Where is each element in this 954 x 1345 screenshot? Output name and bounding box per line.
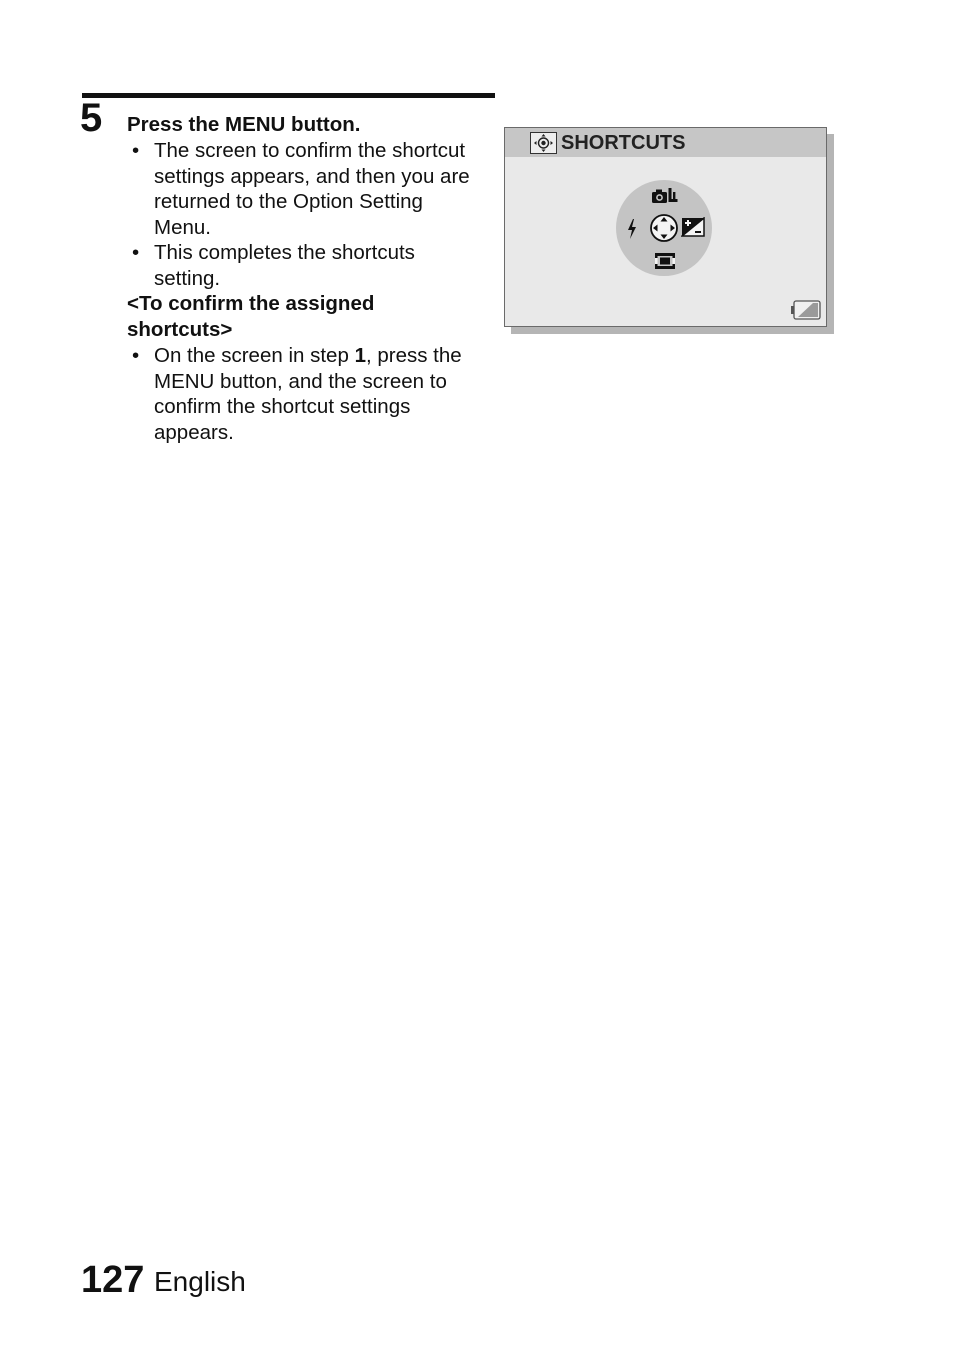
step-reference: 1 [354,344,366,367]
step-number: 5 [80,96,103,140]
bullet-text-before: On the screen in step [154,344,355,367]
screen-title: SHORTCUTS [561,132,686,154]
bullet-text-after: , press the MENU button, and the screen to confirm the shortcut settings appears. [154,344,462,445]
bullet-item [132,240,474,291]
subheading: <To confirm the assigned shortcuts> [127,292,375,341]
battery-icon [791,300,821,320]
bullet-dot: • [132,241,140,264]
shortcut-dial-icon [530,132,557,154]
bullet-item [132,138,474,241]
step-heading: Press the MENU button. [127,113,361,136]
bullet-text: This completes the shortcuts setting. [154,241,415,290]
page-number: 127 [81,1259,145,1301]
exposure-compensation-icon [681,217,705,237]
bullet-item [132,343,472,446]
bullet-dot: • [132,344,140,367]
sequential-shot-icon [651,186,679,206]
section-rule [82,93,495,98]
bullet-text: The screen to confirm the shortcut settings appears, and then you are returned to the Option Setting Menu. [154,139,470,240]
arrow-pad-icon [649,213,679,243]
bullet-dot: • [132,139,140,162]
language-label: English [154,1266,246,1297]
camera-screen [504,127,827,327]
flash-icon [625,218,639,240]
frame-size-icon [654,252,676,270]
screen-title-bar [505,128,826,157]
